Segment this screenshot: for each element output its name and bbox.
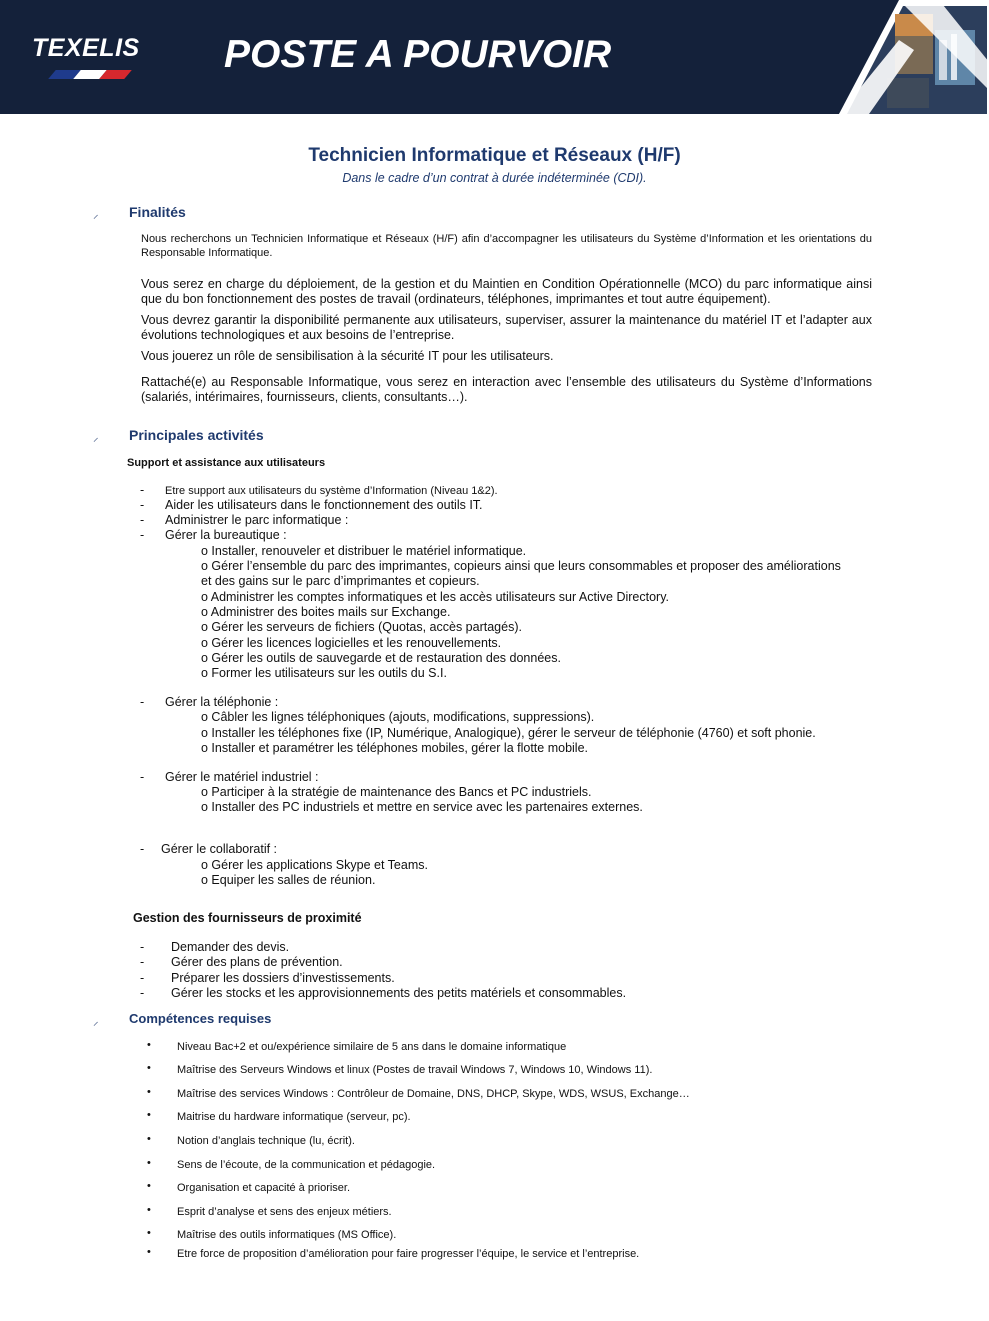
skill-item: Niveau Bac+2 et ou/expérience similaire de 5 ans dans le domaine informatique xyxy=(177,1041,567,1053)
list-item: Gérer la bureautique : xyxy=(165,528,287,542)
sub-list-item: o Gérer les applications Skype et Teams. xyxy=(201,858,428,872)
header-title: POSTE A POURVOIR xyxy=(224,33,612,76)
subheading-fournisseurs: Gestion des fournisseurs de proximité xyxy=(133,911,362,925)
header-photo-collage xyxy=(839,0,989,114)
list-item: Administrer le parc informatique : xyxy=(165,513,349,527)
list-item: Gérer des plans de prévention. xyxy=(171,955,343,969)
skill-item: Esprit d’analyse et sens des enjeux métiers. xyxy=(177,1206,392,1218)
skill-item: Etre force de proposition d’amélioration pour faire progresser l’équipe, le service et l’entreprise. xyxy=(177,1248,640,1260)
job-subtitle: Dans le cadre d’un contrat à durée indéterminée (CDI). xyxy=(342,171,647,185)
flag-stripe xyxy=(48,70,132,79)
sub-list-item: o Installer, renouveler et distribuer le matériel informatique. xyxy=(201,544,527,558)
list-item: Gérer la téléphonie : xyxy=(165,695,279,709)
sub-list-item: o Installer des PC industriels et mettre en service avec les partenaires externes. xyxy=(201,800,643,814)
header-banner xyxy=(0,0,989,114)
list-item: Gérer les stocks et les approvisionnements des petits matériels et consommables. xyxy=(171,986,627,1000)
skill-item: Maîtrise des services Windows : Contrôleur de Domaine, DNS, DHCP, Skype, WDS, WSUS, Exchange… xyxy=(177,1088,690,1100)
section-marker-icon: ⸝ xyxy=(93,209,99,221)
section-heading-activites: Principales activités xyxy=(129,427,264,443)
sub-list-item: o Equiper les salles de réunion. xyxy=(201,873,376,887)
paragraph-security: Vous jouerez un rôle de sensibilisation à la sécurité IT pour les utilisateurs. xyxy=(141,349,554,363)
section-heading-competences: Compétences requises xyxy=(129,1011,272,1026)
bullet-icon: • xyxy=(147,1086,151,1098)
dash-marker: - xyxy=(140,483,145,497)
bullet-icon: • xyxy=(147,1180,151,1192)
dash-marker: - xyxy=(140,695,145,709)
company-logo: TEXELIS xyxy=(32,34,140,62)
skill-item: Maitrise du hardware informatique (serveur, pc). xyxy=(177,1111,411,1123)
section-marker-icon: ⸝ xyxy=(93,432,99,444)
dash-marker: - xyxy=(140,842,145,856)
dash-marker: - xyxy=(140,986,145,1000)
paragraph-reporting: Rattaché(e) au Responsable Informatique, vous serez en interaction avec l’ensemble des utilisateurs du Système d’Informations (salariés, intérimaires, fournisseurs, clients, consultants…). xyxy=(141,375,872,404)
paragraph-intro: Nous recherchons un Technicien Informatique et Réseaux (H/F) afin d’accompagner les utilisateurs du Système d’Information et les orientations du Responsable Informatique. xyxy=(141,233,872,259)
skill-item: Maîtrise des outils informatiques (MS Office). xyxy=(177,1229,397,1241)
dash-marker: - xyxy=(140,498,145,512)
section-heading-finalites: Finalités xyxy=(129,204,186,220)
dash-marker: - xyxy=(140,770,145,784)
bullet-icon: • xyxy=(147,1039,151,1051)
list-item: Gérer le collaboratif : xyxy=(161,842,278,856)
bullet-icon: • xyxy=(147,1109,151,1121)
dash-marker: - xyxy=(140,971,145,985)
bullet-icon: • xyxy=(147,1246,151,1258)
sub-list-item: o Gérer les licences logicielles et les renouvellements. xyxy=(201,636,502,650)
list-item: Gérer le matériel industriel : xyxy=(165,770,319,784)
bullet-icon: • xyxy=(147,1062,151,1074)
sub-list-item: o Participer à la stratégie de maintenance des Bancs et PC industriels. xyxy=(201,785,592,799)
dash-marker: - xyxy=(140,940,145,954)
flag-red xyxy=(99,70,132,79)
subheading-support: Support et assistance aux utilisateurs xyxy=(127,457,326,469)
bullet-icon: • xyxy=(147,1227,151,1239)
sub-list-item: o Administrer des boites mails sur Exchange. xyxy=(201,605,451,619)
dash-marker: - xyxy=(140,513,145,527)
sub-list-item: o Gérer les serveurs de fichiers (Quotas, accès partagés). xyxy=(201,620,522,634)
job-title: Technicien Informatique et Réseaux (H/F) xyxy=(308,145,681,166)
dash-marker: - xyxy=(140,528,145,542)
paragraph-availability: Vous devrez garantir la disponibilité permanente aux utilisateurs, superviser, assurer la maintenance du matériel IT et l’adapter aux évolutions technologiques et aux besoins de l’entreprise. xyxy=(141,313,872,342)
sub-list-item: o Installer les téléphones fixe (IP, Numérique, Analogique), gérer le serveur de téléphonie (4760) et soft phonie. xyxy=(201,726,816,740)
sub-list-item: o Former les utilisateurs sur les outils du S.I. xyxy=(201,666,447,680)
dash-marker: - xyxy=(140,955,145,969)
list-item: Demander des devis. xyxy=(171,940,290,954)
list-item: Préparer les dossiers d’investissements. xyxy=(171,971,395,985)
sub-list-item: o Administrer les comptes informatiques et les accès utilisateurs sur Active Directory. xyxy=(201,590,669,604)
skill-item: Sens de l’écoute, de la communication et pédagogie. xyxy=(177,1159,436,1171)
sub-list-item: o Gérer l’ensemble du parc des imprimantes, copieurs ainsi que leurs consommables et proposer des améliorations xyxy=(201,559,841,573)
sub-list-item: o Câbler les lignes téléphoniques (ajouts, modifications, suppressions). xyxy=(201,710,595,724)
bullet-icon: • xyxy=(147,1204,151,1216)
list-item: Etre support aux utilisateurs du système d’Information (Niveau 1&2). xyxy=(165,485,498,497)
list-item: Aider les utilisateurs dans le fonctionnement des outils IT. xyxy=(165,498,483,512)
skill-item: Maîtrise des Serveurs Windows et linux (Postes de travail Windows 7, Windows 10, Windows 11). xyxy=(177,1064,653,1076)
skill-item: Organisation et capacité à prioriser. xyxy=(177,1182,351,1194)
paragraph-mco: Vous serez en charge du déploiement, de la gestion et du Maintien en Condition Opérationnelle (MCO) du parc informatique ainsi que du bon fonctionnement des postes de travail (ordinateurs, téléphones, imprimantes et tout autre équipement). xyxy=(141,277,872,306)
skill-item: Notion d’anglais technique (lu, écrit). xyxy=(177,1135,355,1147)
sub-list-item: et des gains sur le parc d’imprimantes et copieurs. xyxy=(201,574,480,588)
sub-list-item: o Gérer les outils de sauvegarde et de restauration des données. xyxy=(201,651,561,665)
bullet-icon: • xyxy=(147,1133,151,1145)
sub-list-item: o Installer et paramétrer les téléphones mobiles, gérer la flotte mobile. xyxy=(201,741,588,755)
bullet-icon: • xyxy=(147,1157,151,1169)
section-marker-icon: ⸝ xyxy=(93,1016,99,1028)
